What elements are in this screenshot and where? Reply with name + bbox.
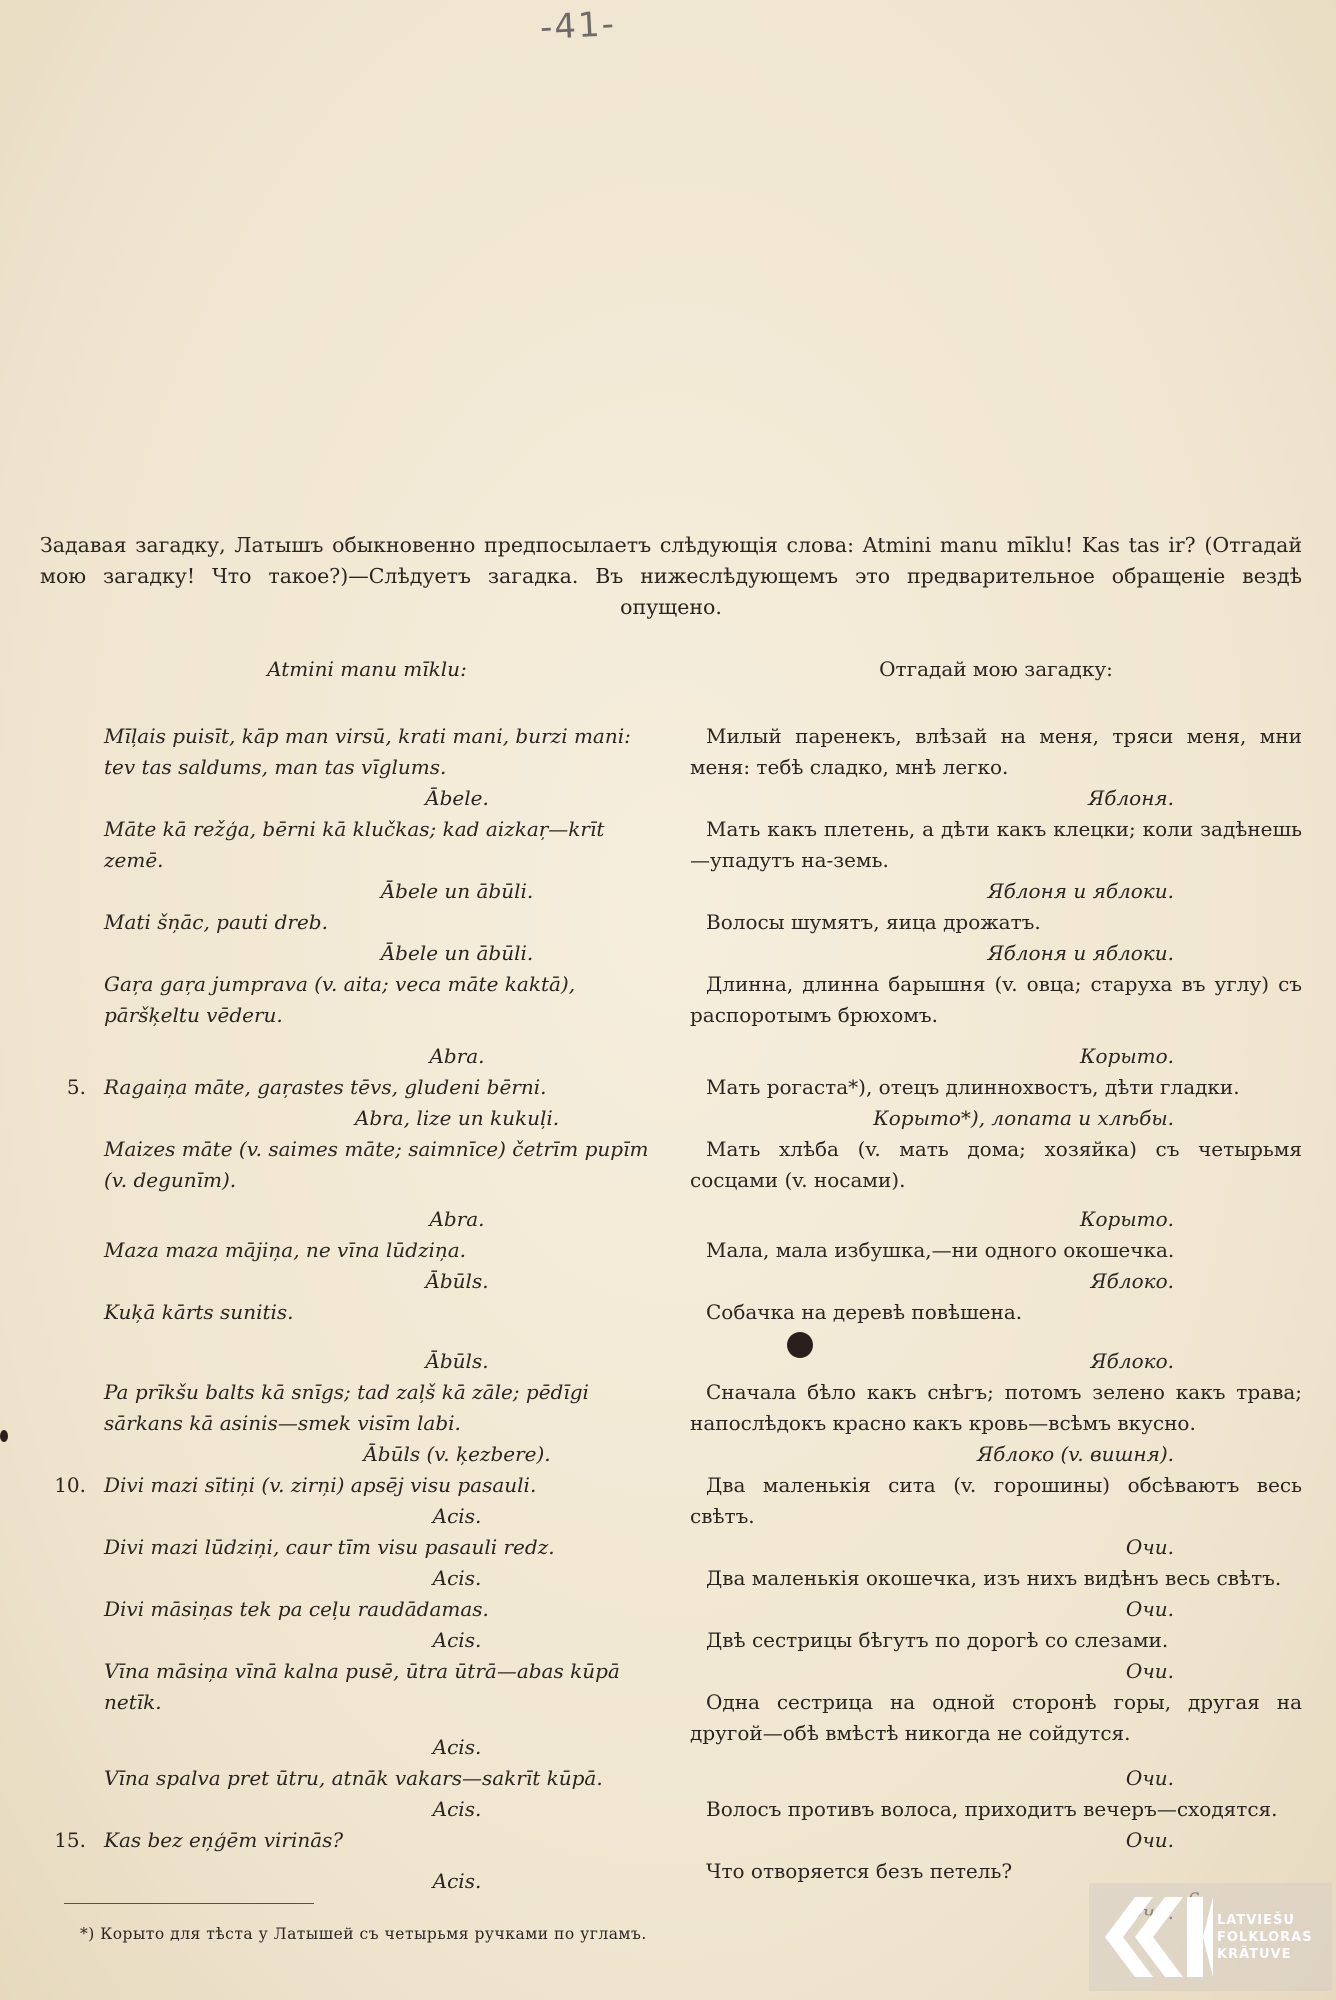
riddle-answer: Корыто*), лопата и хлѣбы. xyxy=(873,1106,1174,1130)
archive-logo-text xyxy=(1217,1912,1313,1963)
riddle-lv xyxy=(52,1825,652,1856)
riddle-number: 10. xyxy=(54,1473,86,1497)
logo-line-1: LATVIEŠU xyxy=(1217,1912,1295,1928)
riddle-text: Что отворяется безъ петель? xyxy=(706,1859,1013,1883)
riddle-text: Сначала бѣло какъ снѣгъ; потомъ зелено какъ трава; напослѣдокъ красно какъ кровь—всѣмъ вкусно. xyxy=(690,1380,1302,1435)
riddle-text: Двѣ сестрицы бѣгутъ по дорогѣ со слезами. xyxy=(706,1628,1169,1652)
riddle-ru xyxy=(690,1794,1302,1825)
riddle-text: Mīļais puisīt, kāp man virsū, krati mani, burzi mani: tev tas saldums, man tas vīglums. xyxy=(104,724,631,779)
riddle-text: Māte kā režģa, bērni kā klučkas; kad aizkaŗ—krīt zemē. xyxy=(104,817,605,872)
riddle-lv xyxy=(52,1763,652,1794)
riddle-lv xyxy=(52,814,652,876)
riddle-ru xyxy=(690,1072,1302,1103)
riddle-ru xyxy=(690,1563,1302,1594)
riddle-answer: Ābūls. xyxy=(425,1349,489,1373)
riddle-answer: Яблоко. xyxy=(1090,1269,1174,1293)
riddle-answer: Очи. xyxy=(1125,1659,1174,1683)
riddle-text: Одна сестрица на одной сторонѣ горы, другая на другой—обѣ вмѣстѣ никогда не сойдутся. xyxy=(690,1690,1302,1745)
riddle-text: Kuķā kārts sunitis. xyxy=(104,1300,294,1324)
riddle-lv xyxy=(52,721,652,783)
riddle-text: Pa prīkšu balts kā snīgs; tad zaļš kā zāle; pēdīgi sārkans kā asinis—smek visīm labi. xyxy=(104,1380,589,1435)
riddle-lv xyxy=(52,1134,652,1196)
riddle-lv xyxy=(52,1532,652,1563)
latvian-column xyxy=(52,648,652,1897)
riddle-text: Maza maza mājiņa, ne vīna lūdziņa. xyxy=(104,1238,467,1262)
riddle-lv xyxy=(52,1594,652,1625)
riddle-text: Волосъ противъ волоса, приходитъ вечеръ—сходятся. xyxy=(706,1797,1278,1821)
riddle-answer: Acis. xyxy=(432,1735,482,1759)
riddle-text: Волосы шумятъ, яица дрожатъ. xyxy=(706,910,1041,934)
riddle-ru xyxy=(690,814,1302,876)
riddle-answer: Ābele. xyxy=(425,786,489,810)
footnote: *) Корыто для тѣста у Латышей съ четырьмя ручками по угламъ. xyxy=(80,1925,647,1943)
riddle-text: Мать хлѣба (v. мать дома; хозяйка) съ четырьмя сосцами (v. носами). xyxy=(690,1137,1302,1192)
riddle-text: Милый паренекъ, влѣзай на меня, тряси меня, мни меня: тебѣ сладко, мнѣ легко. xyxy=(690,724,1302,779)
riddle-answer: Ābele un ābūli. xyxy=(380,879,534,903)
ink-blot xyxy=(787,1332,813,1358)
riddle-ru xyxy=(690,1625,1302,1656)
riddle-text: Мала, мала избушка,—ни одного окошечка. xyxy=(706,1238,1175,1262)
riddle-answer: Очи. xyxy=(1125,1597,1174,1621)
riddle-text: Vīna spalva pret ūtru, atnāk vakars—sakrīt kūpā. xyxy=(104,1766,603,1790)
riddle-lv xyxy=(52,1297,652,1328)
riddle-text: Maizes māte (v. saimes māte; saimnīce) četrīm pupīm (v. degunīm). xyxy=(104,1137,649,1192)
riddle-answer: Очи. xyxy=(1125,1828,1174,1852)
riddle-text: Два маленькія сита (v. горошины) обсѣваютъ весь свѣтъ. xyxy=(690,1473,1302,1528)
riddle-text: Длинна, длинна барышня (v. овца; старуха въ углу) съ распоротымъ брюхомъ. xyxy=(690,972,1302,1027)
archive-logo-icon xyxy=(1095,1889,1213,1985)
riddle-text: Мать рогаста*), отецъ длиннохвостъ, дѣти гладки. xyxy=(706,1075,1240,1099)
riddle-text: Два маленькія окошечка, изъ нихъ видѣнъ весь свѣтъ. xyxy=(706,1566,1282,1590)
riddle-answer: Acis. xyxy=(432,1797,482,1821)
riddle-text: Собачка на деревѣ повѣшена. xyxy=(706,1300,1023,1324)
riddle-text: Мать какъ плетень, а дѣти какъ клецки; коли задѣнешь—упадутъ на-земь. xyxy=(690,817,1302,872)
riddle-text: Ragaiņa māte, gaŗastes tēvs, gludeni bērni. xyxy=(104,1075,547,1099)
riddle-answer: Яблоня и яблоки. xyxy=(987,879,1174,903)
riddle-ru xyxy=(690,1297,1302,1328)
riddle-answer: Abra. xyxy=(429,1044,485,1068)
margin-mark xyxy=(0,1430,8,1442)
riddle-answer: Abra. xyxy=(429,1207,485,1231)
handwritten-page-number: -41- xyxy=(539,4,617,48)
riddle-ru xyxy=(690,721,1302,783)
riddle-answer: Очи. xyxy=(1125,1766,1174,1790)
riddle-lv xyxy=(52,907,652,938)
riddle-answer: Яблоко (v. вишня). xyxy=(977,1442,1174,1466)
riddle-lv xyxy=(52,969,652,1031)
riddle-number: 15. xyxy=(54,1828,86,1852)
riddle-answer: Ābūls (v. ķezbere). xyxy=(363,1442,551,1466)
riddle-answer: Acis. xyxy=(432,1628,482,1652)
riddle-answer: Очи. xyxy=(1125,1535,1174,1559)
riddle-answer: Abra, lize un kukuļi. xyxy=(354,1106,560,1130)
riddle-lv xyxy=(52,1235,652,1266)
footnote-divider xyxy=(64,1903,314,1904)
archive-logo xyxy=(1089,1883,1332,1991)
riddle-ru xyxy=(690,969,1302,1031)
riddle-ru xyxy=(690,1235,1302,1266)
riddle-answer: Корыто. xyxy=(1080,1207,1174,1231)
riddle-ru xyxy=(690,1134,1302,1196)
intro-paragraph: Задавая загадку, Латышъ обыкновенно предпосылаетъ слѣдующія слова: Atmini manu mīklu! Kas tas ir? (Отгадай мою загадку! Что такое?)—Слѣдуетъ загадка. Въ нижеслѣдующемъ это предварительное обращеніе вездѣ опущено. xyxy=(40,533,1302,619)
riddle-text: Divi mazi sītiņi (v. zirņi) apsēj visu pasauli. xyxy=(104,1473,537,1497)
logo-line-2: FOLKLORAS xyxy=(1217,1929,1313,1945)
riddle-ru xyxy=(690,1470,1302,1532)
riddle-ru xyxy=(690,1377,1302,1439)
russian-column xyxy=(690,648,1302,1928)
riddle-text: Gaŗa gaŗa jumprava (v. aita; veca māte kaktā), pāršķeltu vēderu. xyxy=(104,972,576,1027)
riddle-text: Mati šņāc, pauti dreb. xyxy=(104,910,328,934)
russian-heading: Отгадай мою загадку: xyxy=(879,657,1113,681)
riddle-answer: Яблоко. xyxy=(1090,1349,1174,1373)
riddle-answer: Acis. xyxy=(432,1566,482,1590)
riddle-answer: Яблоня и яблоки. xyxy=(987,941,1174,965)
riddle-number: 5. xyxy=(66,1075,86,1099)
riddle-ru xyxy=(690,1687,1302,1749)
riddle-ru xyxy=(690,907,1302,938)
logo-line-3: KRĀTUVE xyxy=(1217,1946,1292,1962)
riddle-answer: Яблоня. xyxy=(1088,786,1174,810)
latvian-heading: Atmini manu mīklu: xyxy=(267,657,467,681)
riddle-answer: Ābele un ābūli. xyxy=(380,941,534,965)
riddle-text: Divi māsiņas tek pa ceļu raudādamas. xyxy=(104,1597,489,1621)
riddle-text: Vīna māsiņa vīnā kalna pusē, ūtra ūtrā—abas kūpā netīk. xyxy=(104,1659,620,1714)
riddle-lv xyxy=(52,1656,652,1718)
riddle-answer: Acis. xyxy=(432,1869,482,1893)
riddle-answer: Acis. xyxy=(432,1504,482,1528)
riddle-text: Divi mazi lūdziņi, caur tīm visu pasauli redz. xyxy=(104,1535,555,1559)
riddle-lv xyxy=(52,1470,652,1501)
riddle-answer: Корыто. xyxy=(1080,1044,1174,1068)
riddle-text: Kas bez eņģēm virinās? xyxy=(104,1828,344,1852)
riddle-answer: Ābūls. xyxy=(425,1269,489,1293)
riddle-lv xyxy=(52,1377,652,1439)
riddle-lv xyxy=(52,1072,652,1103)
